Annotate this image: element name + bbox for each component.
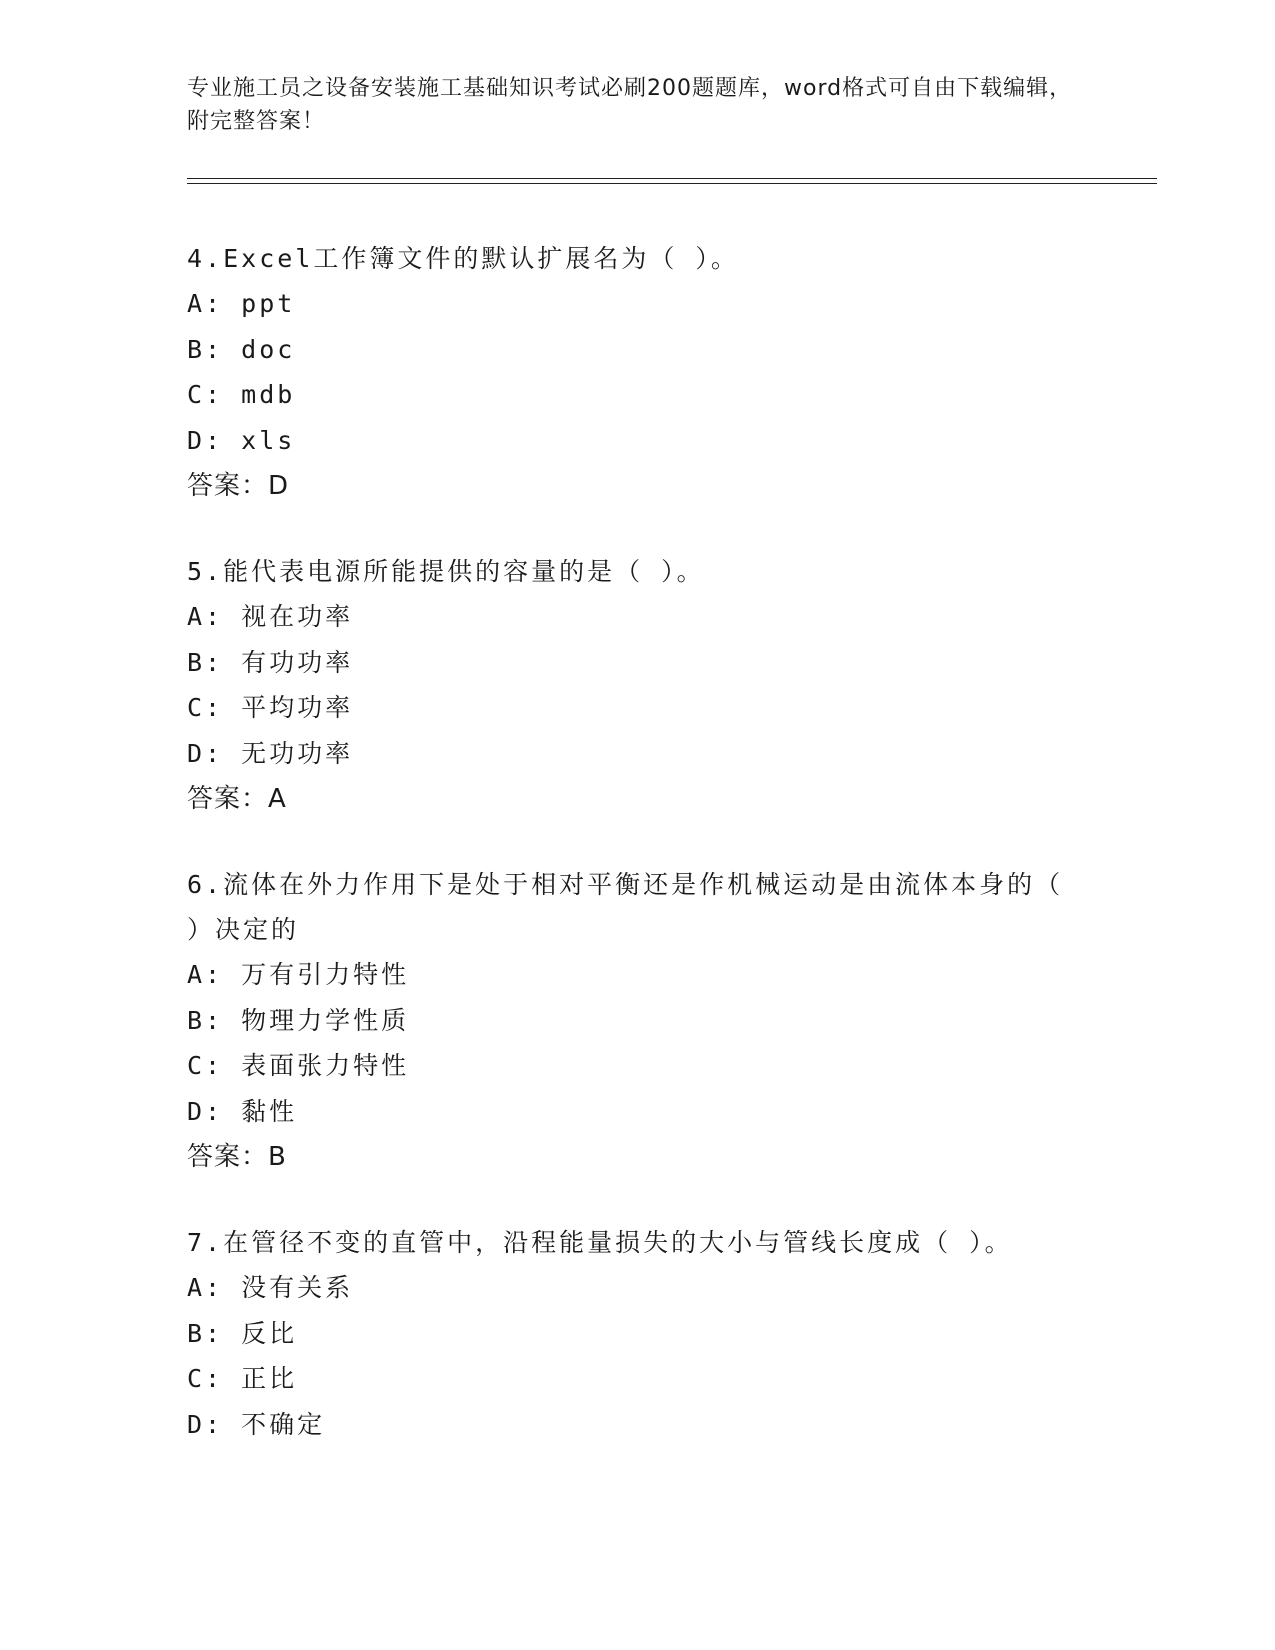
question-6 xyxy=(187,862,1087,1180)
option-c: C: 平均功率 xyxy=(187,693,354,722)
option-c: C: mdb xyxy=(187,380,296,409)
option-b: B: 反比 xyxy=(187,1318,298,1348)
question-4 xyxy=(187,236,1087,509)
answer-text: 答案：B xyxy=(187,1142,287,1172)
question-text: 5.能代表电源所能提供的容量的是（ ）。 xyxy=(187,557,705,586)
option-a: A: 万有引力特性 xyxy=(187,960,410,989)
question-text: 6.流体在外力作用下是处于相对平衡还是作机械运动是由流体本身的（ ）决定的 xyxy=(187,870,1064,944)
option-c: C: 正比 xyxy=(187,1364,298,1393)
option-a: A: 没有关系 xyxy=(187,1273,354,1302)
document-title: 专业施工员之设备安装施工基础知识考试必刷200题题库，word格式可自由下载编辑，附完整答案！ xyxy=(187,76,1073,134)
answer-text: 答案：A xyxy=(187,784,287,814)
option-a: A: 视在功率 xyxy=(187,602,354,631)
option-b: B: 有功功率 xyxy=(187,647,354,677)
option-a: A: ppt xyxy=(187,289,296,318)
header-rule-bottom xyxy=(187,183,1157,184)
question-7 xyxy=(187,1220,1087,1447)
question-list xyxy=(187,236,1087,1487)
header-rule-top xyxy=(187,178,1157,179)
option-d: D: 不确定 xyxy=(187,1409,326,1439)
answer-text: 答案：D xyxy=(187,471,290,501)
option-b: B: 物理力学性质 xyxy=(187,1005,410,1035)
option-b: B: doc xyxy=(187,334,296,364)
question-text: 7.在管径不变的直管中，沿程能量损失的大小与管线长度成（ ）。 xyxy=(187,1228,1013,1257)
option-d: D: 黏性 xyxy=(187,1096,298,1126)
option-d: D: 无功功率 xyxy=(187,738,354,768)
question-text: 4.Excel工作簿文件的默认扩展名为（ ）。 xyxy=(187,244,739,273)
option-c: C: 表面张力特性 xyxy=(187,1051,410,1080)
option-d: D: xls xyxy=(187,425,296,455)
question-5 xyxy=(187,549,1087,822)
